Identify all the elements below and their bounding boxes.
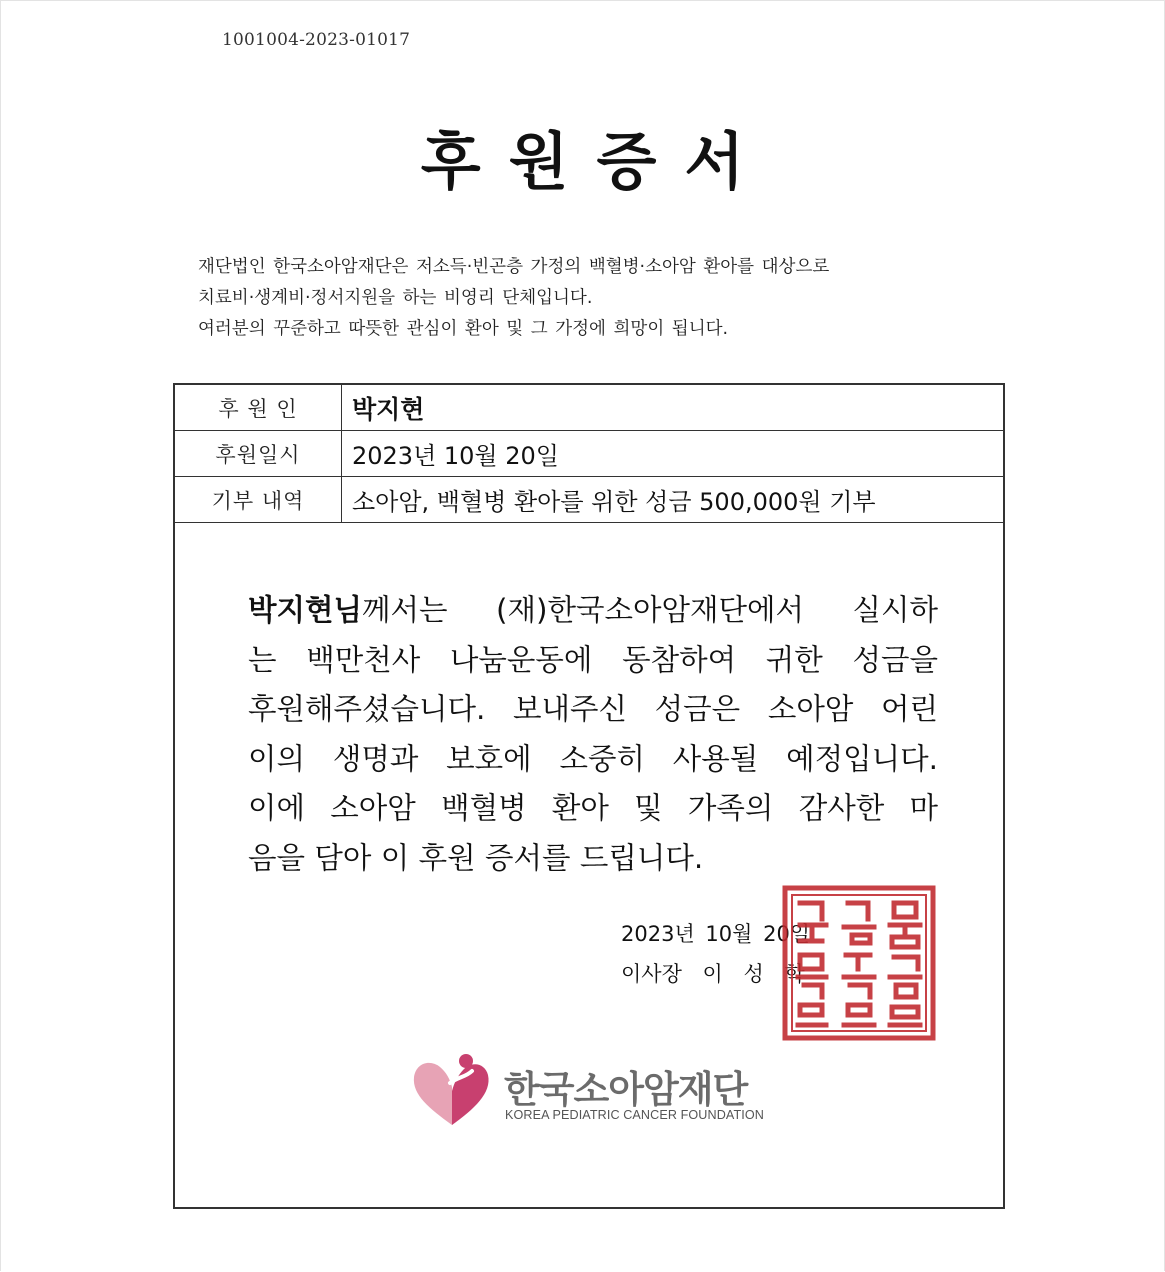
detail-row bbox=[175, 477, 1003, 523]
title-char-3: 증 bbox=[596, 125, 657, 198]
intro-line-2: 치료비·생계비·정서지원을 하는 비영리 단체입니다. bbox=[198, 288, 593, 308]
title-char-4: 서 bbox=[684, 125, 745, 198]
logo-subtitle: KOREA PEDIATRIC CANCER FOUNDATION bbox=[505, 1108, 764, 1122]
foundation-intro bbox=[198, 252, 958, 345]
certificate-title bbox=[0, 112, 1165, 201]
detail-value: 소아암, 백혈병 환아를 위한 성금 500,000원 기부 bbox=[342, 477, 1004, 523]
heart-logo-icon bbox=[410, 1053, 494, 1129]
body-donor-name: 박지현님 bbox=[248, 593, 362, 627]
donation-info-table bbox=[175, 385, 1003, 523]
foundation-logo bbox=[410, 1053, 780, 1133]
title-char-2: 원 bbox=[508, 125, 569, 198]
donor-name: 박지현 bbox=[352, 394, 425, 424]
certificate-box bbox=[173, 383, 1005, 1209]
body-line-5: 이에 소아암 백혈병 환아 및 가족의 감사한 마 bbox=[248, 791, 938, 825]
title-char-1: 후 bbox=[420, 125, 481, 198]
logo-name: 한국소아암재단 bbox=[504, 1068, 748, 1111]
donor-row bbox=[175, 385, 1003, 431]
donor-label: 후 원 인 bbox=[175, 385, 342, 431]
signature-name: 이사장 이 성 학 bbox=[621, 962, 805, 986]
date-row bbox=[175, 431, 1003, 477]
body-line-3: 후원해주셨습니다. 보내주신 성금은 소아암 어린 bbox=[248, 692, 938, 726]
date-value: 2023년 10월 20일 bbox=[342, 431, 1004, 477]
body-line-1-rest: 께서는 (재)한국소아암재단에서 실시하 bbox=[362, 593, 938, 627]
donor-value-cell bbox=[342, 385, 1004, 431]
signature-date: 2023년 10월 20일 bbox=[621, 922, 811, 946]
date-label: 후원일시 bbox=[175, 431, 342, 477]
foundation-seal-icon bbox=[782, 885, 936, 1041]
body-line-6: 음을 담아 이 후원 증서를 드립니다. bbox=[248, 840, 704, 875]
body-line-1 bbox=[248, 586, 938, 636]
body-line-2: 는 백만천사 나눔운동에 동참하여 귀한 성금을 bbox=[248, 642, 938, 677]
body-line-4: 이의 생명과 보호에 소중히 사용될 예정입니다. bbox=[248, 741, 938, 776]
intro-line-3: 여러분의 꾸준하고 따뜻한 관심이 환아 및 그 가정에 희망이 됩니다. bbox=[198, 319, 729, 339]
intro-line-1: 재단법인 한국소아암재단은 저소득·빈곤층 가정의 백혈병·소아암 환아를 대상으로 bbox=[198, 257, 830, 277]
certificate-body bbox=[248, 586, 938, 883]
document-number: 1001004-2023-01017 bbox=[222, 30, 411, 50]
detail-label: 기부 내역 bbox=[175, 477, 342, 523]
